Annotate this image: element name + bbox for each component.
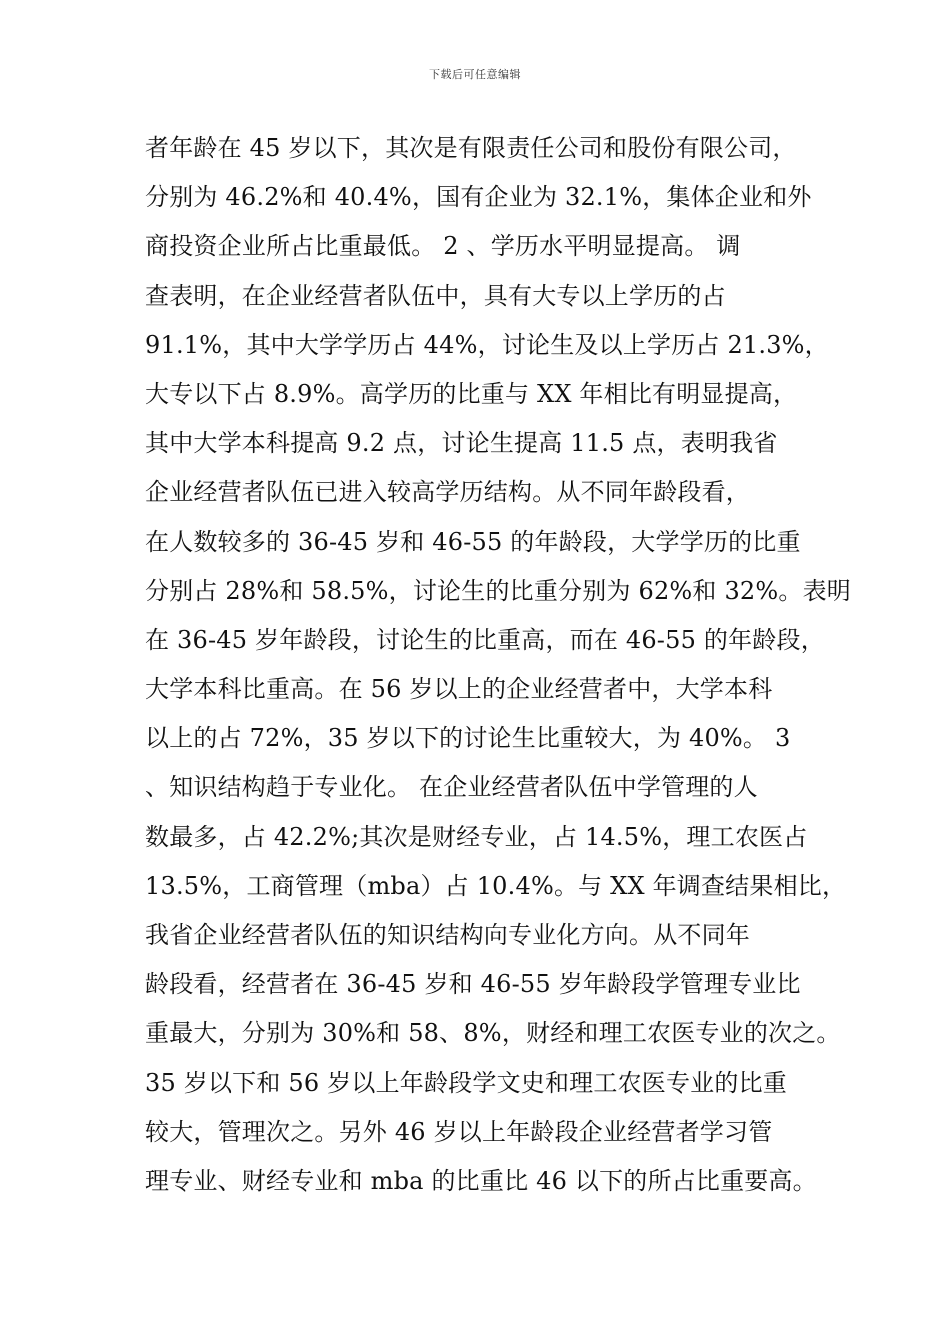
text-line: 商投资企业所占比重最低。 2 、学历水平明显提高。 调 [145, 232, 741, 261]
text-line: 理专业、财经专业和 mba 的比重比 46 以下的所占比重要高。 [145, 1166, 817, 1195]
body-paragraph [145, 124, 851, 1206]
text-line: 35 岁以下和 56 岁以上年龄段学文史和理工农医专业的比重 [145, 1068, 787, 1097]
text-line: 13.5%，工商管理（mba）占 10.4%。与 XX 年调查结果相比， [145, 871, 847, 900]
page-header: 下载后可任意编辑 [429, 68, 521, 81]
text-line: 重最大，分别为 30%和 58、8%，财经和理工农医专业的次之。 [145, 1019, 841, 1048]
text-line: 查表明，在企业经营者队伍中，具有大专以上学历的占 [145, 281, 726, 310]
text-line: 龄段看，经营者在 36-45 岁和 46-55 岁年龄段学管理专业比 [145, 970, 801, 999]
text-line: 数最多，占 42.2%;其次是财经专业，占 14.5%，理工农医占 [145, 822, 808, 851]
text-line: 企业经营者队伍已进入较高学历结构。从不同年龄段看， [145, 478, 750, 507]
text-line: 者年龄在 45 岁以下，其次是有限责任公司和股份有限公司， [145, 134, 797, 162]
text-line: 其中大学本科提高 9.2 点，讨论生提高 11.5 点，表明我省 [145, 429, 778, 458]
text-line: 大学本科比重高。在 56 岁以上的企业经营者中，大学本科 [145, 675, 773, 704]
text-line: 大专以下占 8.9%。高学历的比重与 XX 年相比有明显提高， [145, 379, 798, 408]
text-line: 、知识结构趋于专业化。 在企业经营者队伍中学管理的人 [145, 773, 758, 802]
text-line: 较大，管理次之。另外 46 岁以上年龄段企业经营者学习管 [145, 1117, 773, 1146]
text-line: 分别为 46.2%和 40.4%，国有企业为 32.1%，集体企业和外 [145, 183, 812, 212]
text-line: 在 36-45 岁年龄段，讨论生的比重高，而在 46-55 的年龄段， [145, 625, 825, 654]
text-line: 在人数较多的 36-45 岁和 46-55 的年龄段，大学学历的比重 [145, 527, 801, 556]
text-line: 91.1%，其中大学学历占 44%，讨论生及以上学历占 21.3%， [145, 330, 829, 359]
text-line: 分别占 28%和 58.5%，讨论生的比重分别为 62%和 32%。表明 [145, 576, 851, 605]
text-line: 以上的占 72%，35 岁以下的讨论生比重较大，为 40%。 3 [145, 724, 791, 753]
text-line: 我省企业经营者队伍的知识结构向专业化方向。从不同年 [145, 921, 750, 949]
